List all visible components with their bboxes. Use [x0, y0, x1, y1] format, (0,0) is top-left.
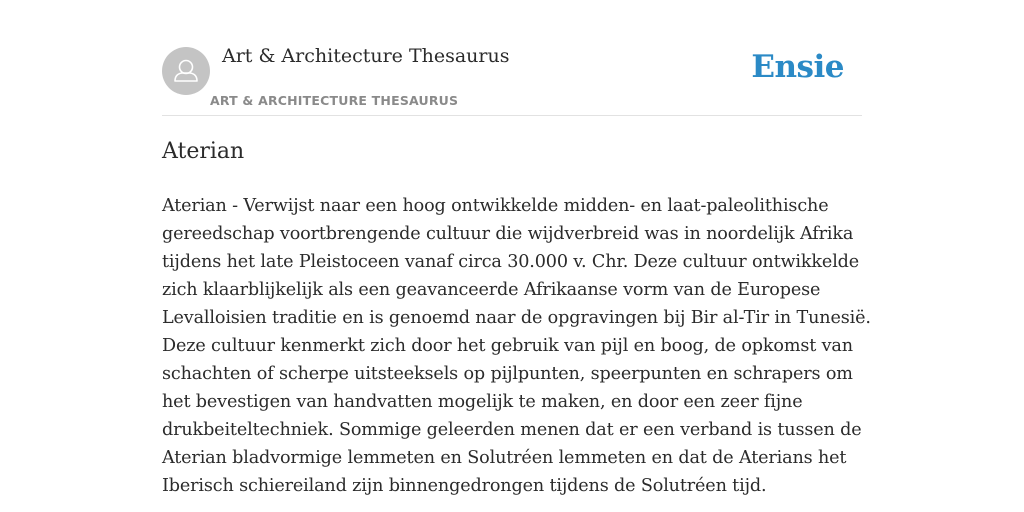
definition-text — [162, 192, 871, 500]
source-avatar[interactable] — [162, 47, 210, 95]
entry-card — [162, 0, 871, 512]
definition-line: Deze cultuur kenmerkt zich door het gebruik van pijl en boog, de opkomst van — [162, 336, 853, 356]
definition-line: het bevestigen van handvatten mogelijk te maken, en door een zeer fijne — [162, 392, 803, 412]
definition-line: zich klaarblijkelijk als een geavanceerde Afrikaanse vorm van de Europese — [162, 280, 821, 300]
definition-line: Aterian - Verwijst naar een hoog ontwikkelde midden- en laat-paleolithische — [162, 196, 829, 216]
source-title[interactable]: Art & Architecture Thesaurus — [222, 45, 510, 67]
definition-line: drukbeiteltechniek. Sommige geleerden menen dat er een verband is tussen de — [162, 420, 862, 440]
brand-logo[interactable]: Ensie — [751, 49, 844, 85]
user-silhouette-icon — [162, 47, 210, 95]
definition-line: Iberisch schiereiland zijn binnengedrongen tijdens de Solutréen tijd. — [162, 476, 767, 496]
term-title: Aterian — [162, 139, 245, 164]
definition-line: Aterian bladvormige lemmeten en Solutréen lemmeten en dat de Aterians het — [162, 448, 847, 468]
header-divider — [162, 115, 862, 116]
definition-line: tijdens het late Pleistoceen vanaf circa 30.000 v. Chr. Deze cultuur ontwikkelde — [162, 252, 860, 272]
definition-line: schachten of scherpe uitsteeksels op pijlpunten, speerpunten en schrapers om — [162, 364, 853, 384]
definition-line: gereedschap voortbrengende cultuur die wijdverbreid was in noordelijk Afrika — [162, 224, 854, 244]
definition-line: Levalloisien traditie en is genoemd naar de opgravingen bij Bir al-Tir in Tunesië. — [162, 308, 871, 328]
source-subtitle[interactable]: ART & ARCHITECTURE THESAURUS — [210, 93, 459, 108]
